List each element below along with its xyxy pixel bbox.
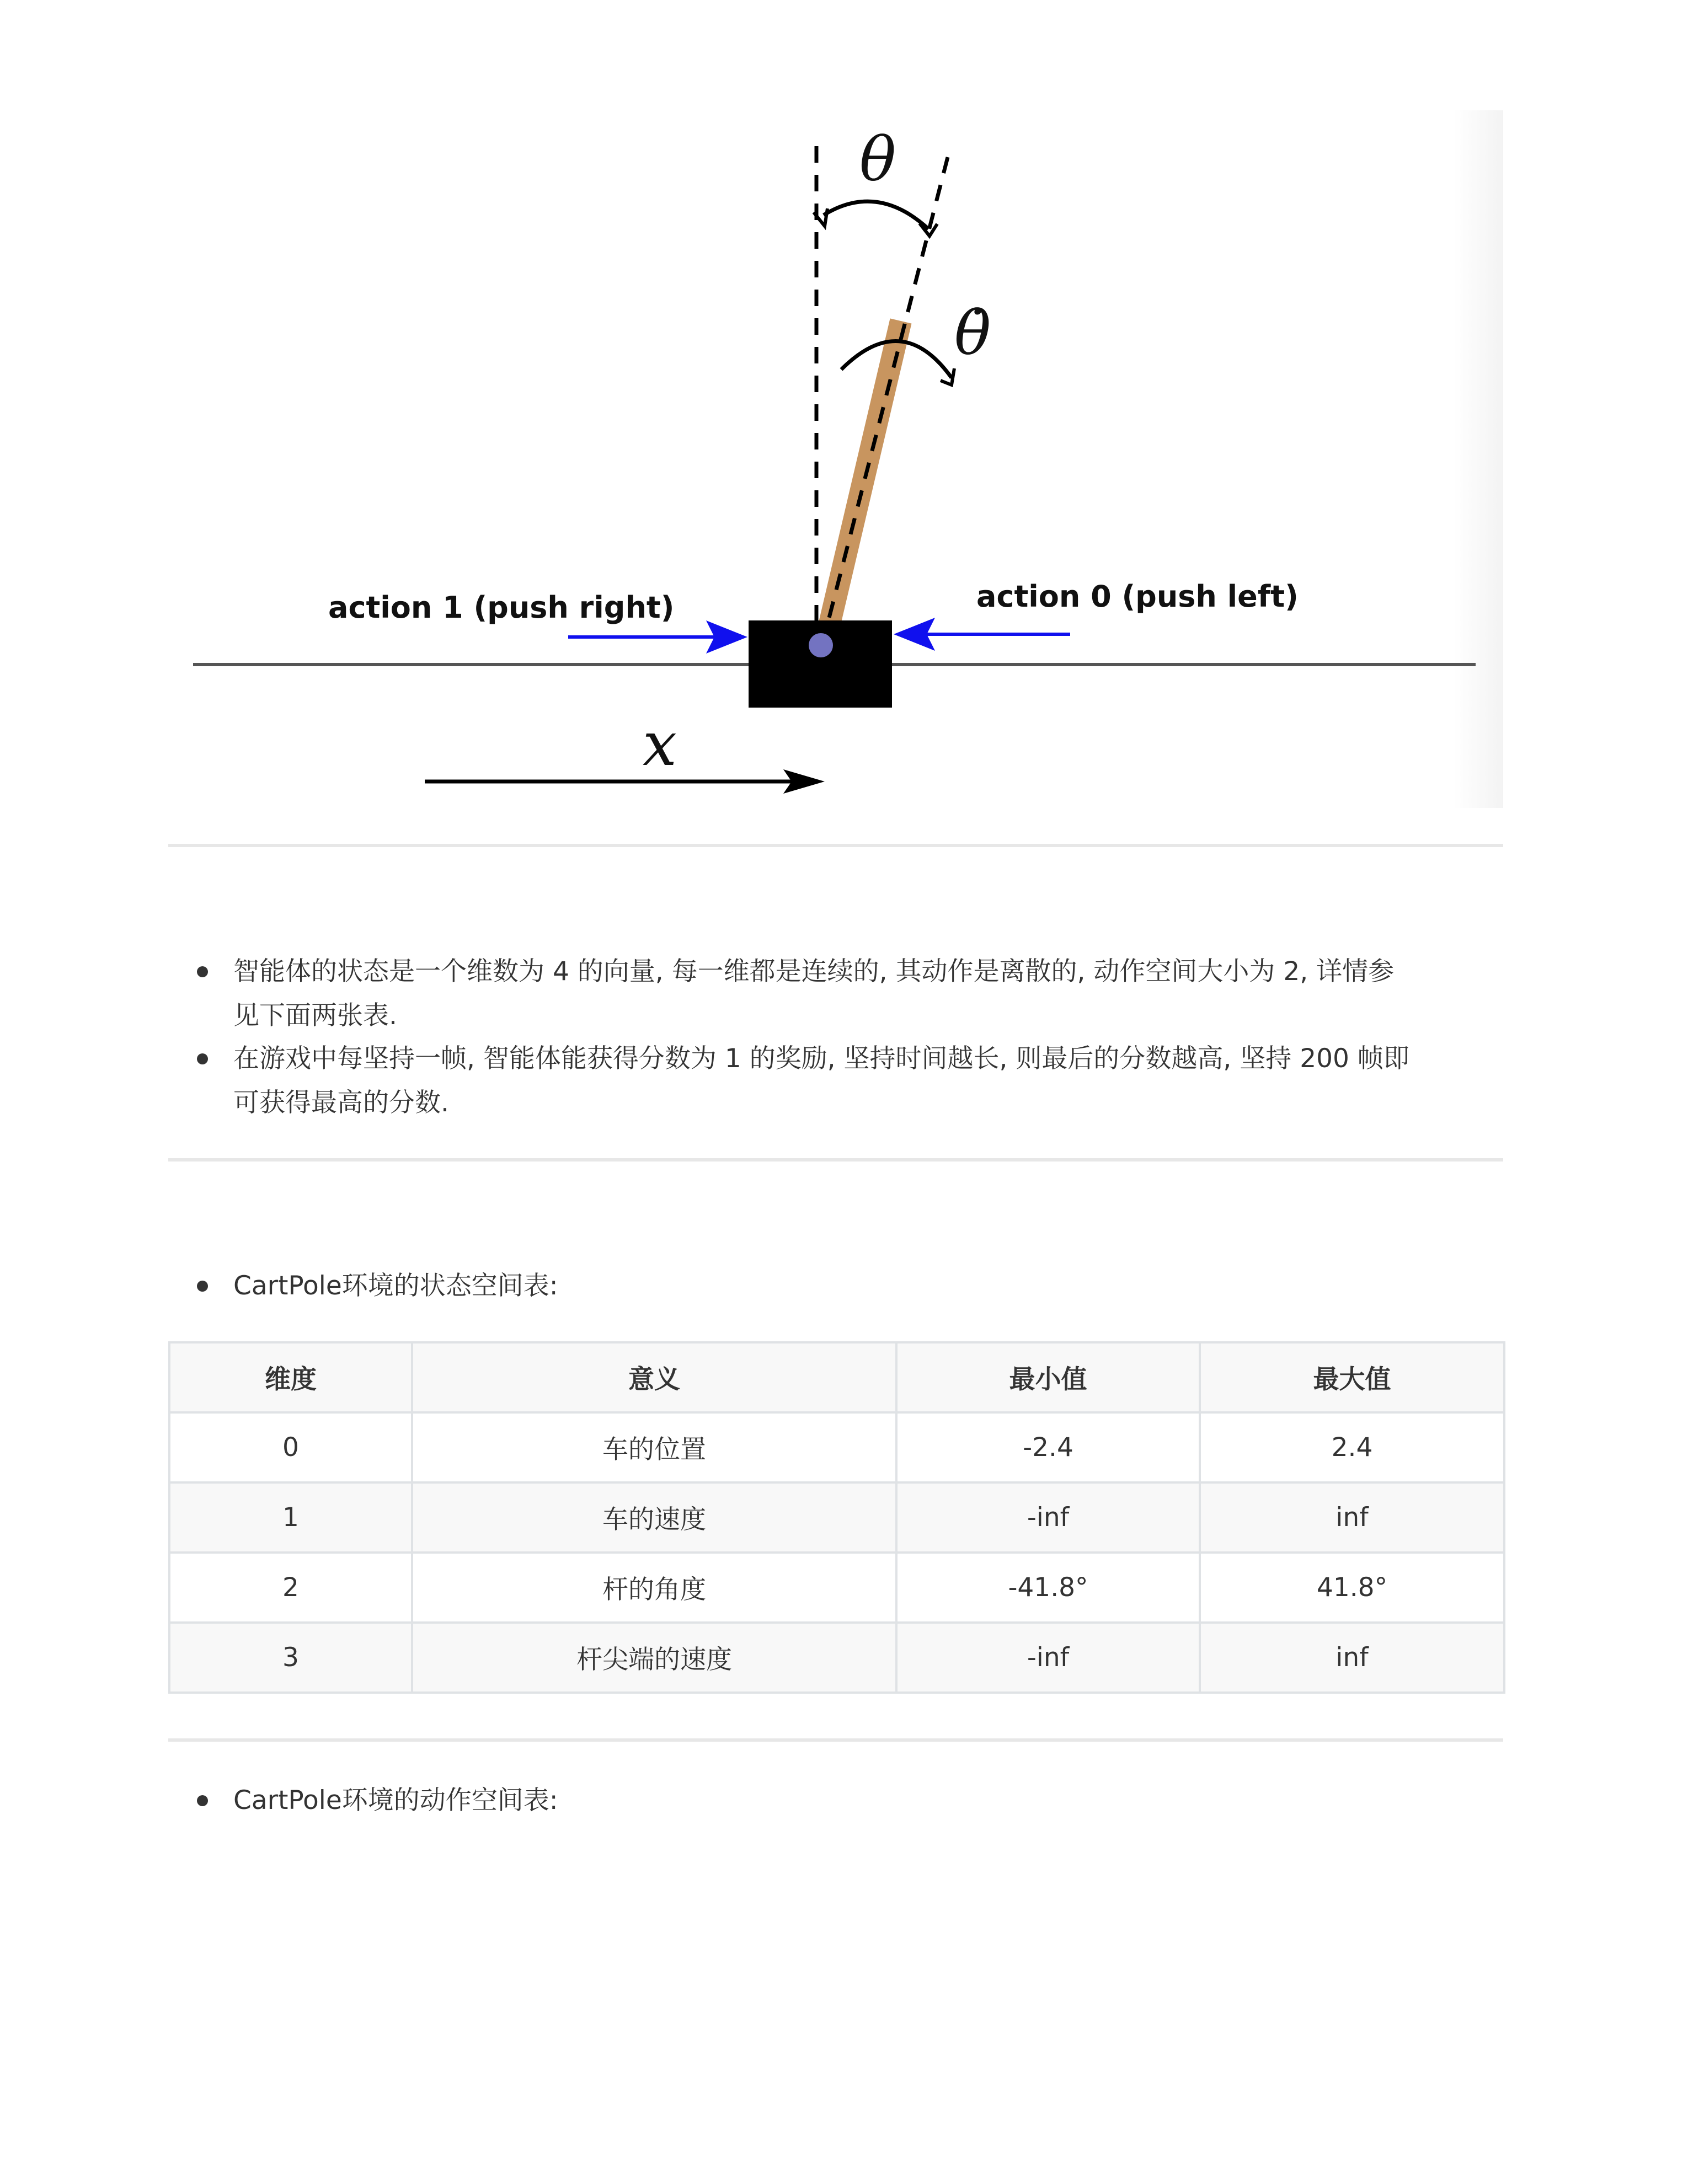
header-meaning: 意义	[412, 1342, 896, 1412]
list-item	[168, 950, 1503, 1038]
divider-3	[168, 1738, 1503, 1742]
bullet-icon	[197, 1281, 208, 1292]
bullet-text-line: 见下面两张表.	[233, 1000, 397, 1031]
cell-meaning: 杆的角度	[412, 1553, 896, 1623]
cell-min: -inf	[896, 1482, 1200, 1553]
x-symbol: x	[643, 709, 677, 779]
cell-max: inf	[1200, 1482, 1504, 1553]
bullet-icon	[197, 1795, 208, 1806]
cell-meaning: 杆尖端的速度	[412, 1623, 896, 1693]
theta-arc	[824, 201, 928, 229]
bullet-icon	[197, 1053, 208, 1064]
cartpole-figure	[168, 110, 1503, 808]
table-row	[169, 1412, 1504, 1482]
cell-dimension: 0	[169, 1412, 412, 1482]
state-space-table	[168, 1341, 1505, 1694]
bullet-text-line: 智能体的状态是一个维数为 4 的向量, 每一维都是连续的, 其动作是离散的, 动作空间大小为 2, 详情参	[233, 956, 1395, 987]
cartpole-diagram	[168, 110, 1503, 808]
header-max: 最大值	[1200, 1342, 1504, 1412]
cell-meaning: 车的速度	[412, 1482, 896, 1553]
divider-2	[168, 1158, 1503, 1161]
cell-min: -2.4	[896, 1412, 1200, 1482]
table-row	[169, 1623, 1504, 1693]
cell-dimension: 1	[169, 1482, 412, 1553]
header-min: 最小值	[896, 1342, 1200, 1412]
cell-meaning: 车的位置	[412, 1412, 896, 1482]
table-row	[169, 1482, 1504, 1553]
cell-min: -41.8°	[896, 1553, 1200, 1623]
table-header-row	[169, 1342, 1504, 1412]
action-table-caption: CartPole环境的动作空间表:	[233, 1785, 558, 1816]
bullet-text-line: 可获得最高的分数.	[233, 1088, 449, 1118]
cell-min: -inf	[896, 1623, 1200, 1693]
cell-dimension: 3	[169, 1623, 412, 1693]
cell-dimension: 2	[169, 1553, 412, 1623]
axle	[809, 633, 833, 657]
divider-1	[168, 844, 1503, 847]
cell-max: inf	[1200, 1623, 1504, 1693]
bullet-text-line: 在游戏中每坚持一帧, 智能体能获得分数为 1 的奖励, 坚持时间越长, 则最后的分数越高, 坚持 200 帧即	[233, 1043, 1409, 1074]
list-item	[168, 1037, 1503, 1125]
cell-max: 41.8°	[1200, 1553, 1504, 1623]
cell-max: 2.4	[1200, 1412, 1504, 1482]
table-row	[169, 1553, 1504, 1623]
state-table-caption: CartPole环境的状态空间表:	[233, 1271, 558, 1301]
bullet-icon	[197, 966, 208, 977]
list-item	[168, 1779, 1503, 1823]
action1-label: action 1 (push right)	[328, 590, 675, 625]
theta-symbol: θ	[859, 124, 896, 195]
header-dimension: 维度	[169, 1342, 412, 1412]
list-item	[168, 1264, 1503, 1308]
action0-label: action 0 (push left)	[976, 579, 1299, 614]
theta-dot-symbol: θ̇	[954, 298, 991, 368]
